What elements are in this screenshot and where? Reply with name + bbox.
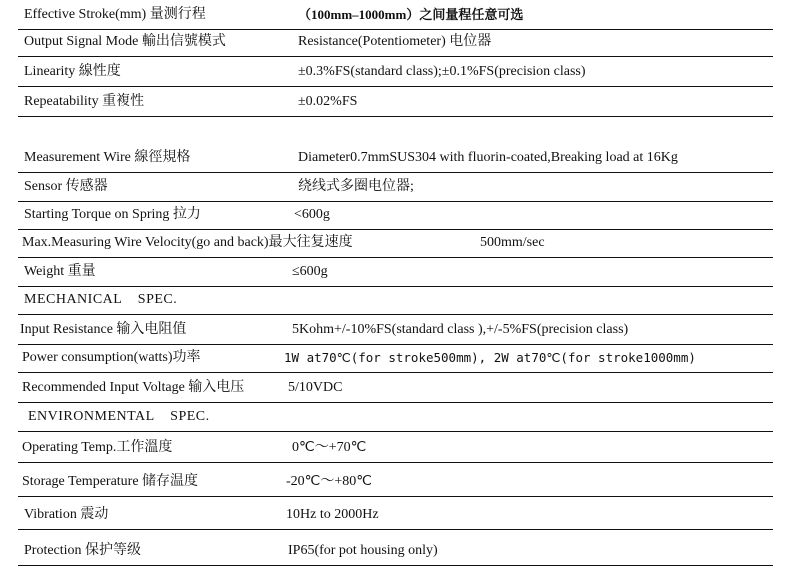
spec-label: Input Resistance 输入电阻值 <box>20 322 187 337</box>
spec-value: ±0.02%FS <box>298 94 358 109</box>
spec-row-input-resistance <box>18 315 773 345</box>
spec-row-output-signal <box>18 30 773 57</box>
spec-row-max-velocity <box>18 230 773 258</box>
spec-value: 1W at70℃(for stroke500mm), 2W at70℃(for stroke1000mm) <box>284 350 696 365</box>
spec-row-measurement-wire <box>18 117 773 173</box>
spec-row-protection <box>18 530 773 566</box>
spec-row-sensor <box>18 173 773 202</box>
spec-row-repeatability <box>18 87 773 117</box>
spec-value: IP65(for pot housing only) <box>288 543 438 558</box>
spec-value: Resistance(Potentiometer) 电位器 <box>298 34 492 49</box>
spec-label: Starting Torque on Spring 拉力 <box>24 207 201 222</box>
spec-value: 500mm/sec <box>480 235 545 250</box>
spec-label: Linearity 線性度 <box>24 64 121 79</box>
spec-label: Vibration 震动 <box>24 507 109 522</box>
spec-row-effective-stroke <box>18 0 773 30</box>
spec-row-vibration <box>18 497 773 530</box>
spec-value: ±0.3%FS(standard class);±0.1%FS(precision class) <box>298 64 586 79</box>
spec-row-storage-temperature <box>18 463 773 497</box>
spec-value: -20℃～+80℃ <box>286 474 373 489</box>
spec-value: ≤600g <box>292 264 328 279</box>
spec-label: Weight 重量 <box>24 264 96 279</box>
section-title: MECHANICAL SPEC. <box>24 292 178 307</box>
spec-value: 5/10VDC <box>288 380 343 395</box>
spec-label: Storage Temperature 储存温度 <box>22 474 199 489</box>
spec-label: Operating Temp.工作溫度 <box>22 440 173 455</box>
spec-label: Recommended Input Voltage 输入电压 <box>22 380 245 395</box>
spec-label: Protection 保护等级 <box>24 543 142 558</box>
spec-value: 10Hz to 2000Hz <box>286 507 379 522</box>
spec-value: （100mm–1000mm）之间量程任意可选 <box>298 7 524 22</box>
spec-value: 5Kohm+/-10%FS(standard class ),+/-5%FS(precision class) <box>292 322 629 337</box>
spec-label: Measurement Wire 線徑規格 <box>24 150 191 165</box>
spec-value: <600g <box>294 207 330 222</box>
spec-label: Repeatability 重複性 <box>24 94 145 109</box>
section-header-mechanical <box>18 287 773 315</box>
spec-row-linearity <box>18 57 773 87</box>
section-title: ENVIRONMENTAL SPEC. <box>28 409 210 424</box>
spec-row-input-voltage <box>18 373 773 403</box>
spec-label: Effective Stroke(mm) 量测行程 <box>24 7 206 22</box>
spec-row-weight <box>18 258 773 287</box>
spec-row-operating-temp <box>18 432 773 463</box>
spec-value: 绕线式多圈电位器; <box>298 179 414 194</box>
spec-label: Output Signal Mode 輸出信號模式 <box>24 34 226 49</box>
spec-value: 0℃～+70℃ <box>292 440 367 455</box>
spec-label: Sensor 传感器 <box>24 179 108 194</box>
section-header-environmental <box>18 403 773 432</box>
spec-value: Diameter0.7mmSUS304 with fluorin-coated,Breaking load at 16Kg <box>298 150 678 165</box>
spec-label: Power consumption(watts)功率 <box>22 350 201 365</box>
spec-row-power-consumption <box>18 345 773 373</box>
spec-label: Max.Measuring Wire Velocity(go and back)最大往复速度 <box>22 235 353 250</box>
spec-row-starting-torque <box>18 202 773 230</box>
